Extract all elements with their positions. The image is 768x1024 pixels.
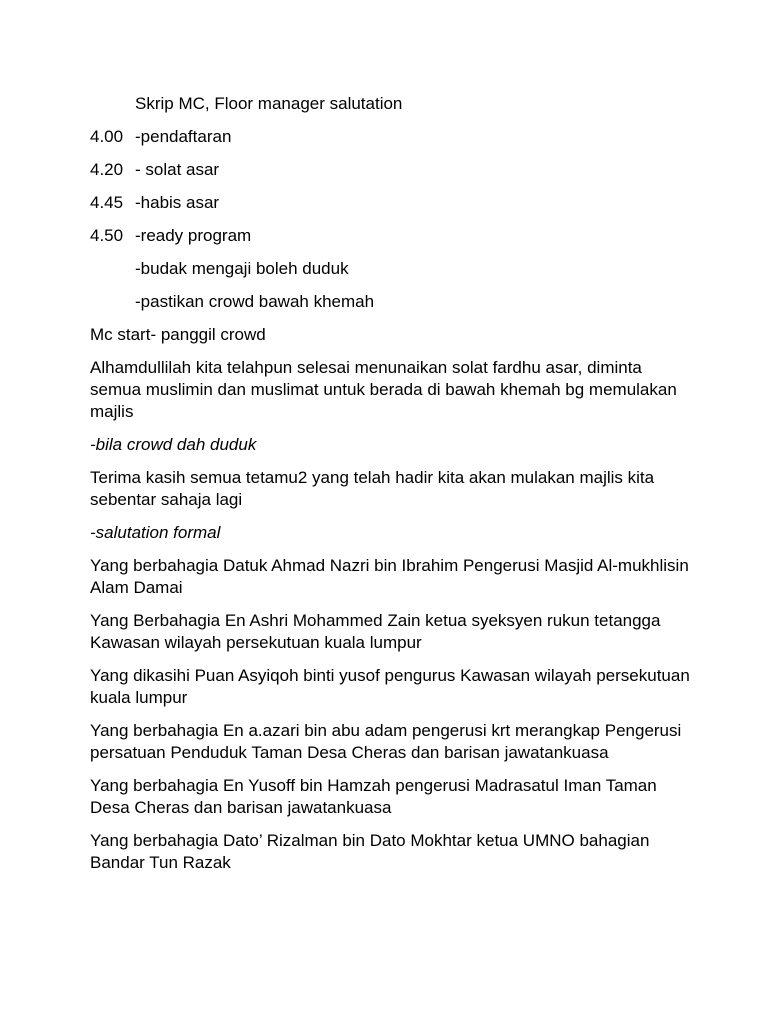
schedule-row [90,258,690,280]
schedule-text: -pendaftaran [135,127,232,146]
schedule-row [90,225,690,247]
schedule-row [90,291,690,313]
heading-indent [90,93,135,115]
salutation-paragraph: Yang berbahagia Datuk Ahmad Nazri bin Ibrahim Pengerusi Masjid Al-mukhlisin Alam Damai [90,556,689,597]
schedule-time [90,291,135,313]
schedule-time [90,258,135,280]
document-body [90,93,690,885]
schedule-time: 4.00 [90,127,124,146]
salutation-paragraph: Yang berbahagia En a.azari bin abu adam pengerusi krt merangkap Pengerusi persatuan Penduduk Taman Desa Cheras dan barisan jawatankuasa [90,721,682,762]
stage-note: -bila crowd dah duduk [90,435,257,454]
schedule-text: -habis asar [135,193,220,212]
schedule-time: 4.20 [90,160,124,179]
schedule-text: -budak mengaji boleh duduk [135,259,349,278]
salutation-paragraph: Yang berbahagia En Yusoff bin Hamzah pengerusi Madrasatul Iman Taman Desa Cheras dan barisan jawatankuasa [90,776,657,817]
document-heading: Skrip MC, Floor manager salutation [135,94,403,113]
schedule-row [90,192,690,214]
schedule-text: -pastikan crowd bawah khemah [135,292,375,311]
salutation-paragraph: Yang Berbahagia En Ashri Mohammed Zain ketua syeksyen rukun tetangga Kawasan wilayah persekutuan kuala lumpur [90,611,661,652]
schedule-time: 4.50 [90,226,124,245]
salutation-paragraph: Yang berbahagia Dato’ Rizalman bin Dato Mokhtar ketua UMNO bahagian Bandar Tun Razak [90,831,650,872]
schedule-text: -ready program [135,226,252,245]
welcome-paragraph: Terima kasih semua tetamu2 yang telah hadir kita akan mulakan majlis kita sebentar sahaja lagi [90,468,655,509]
opening-paragraph: Alhamdullilah kita telahpun selesai menunaikan solat fardhu asar, diminta semua muslimin dan muslimat untuk berada di bawah khemah bg memulakan majlis [90,358,677,421]
schedule-row [90,159,690,181]
schedule-row [90,126,690,148]
stage-note: -salutation formal [90,523,221,542]
mc-start-line: Mc start- panggil crowd [90,325,266,344]
schedule-time: 4.45 [90,193,124,212]
salutation-paragraph: Yang dikasihi Puan Asyiqoh binti yusof pengurus Kawasan wilayah persekutuan kuala lumpur [90,666,690,707]
schedule-text: - solat asar [135,160,220,179]
heading-row [90,93,690,115]
